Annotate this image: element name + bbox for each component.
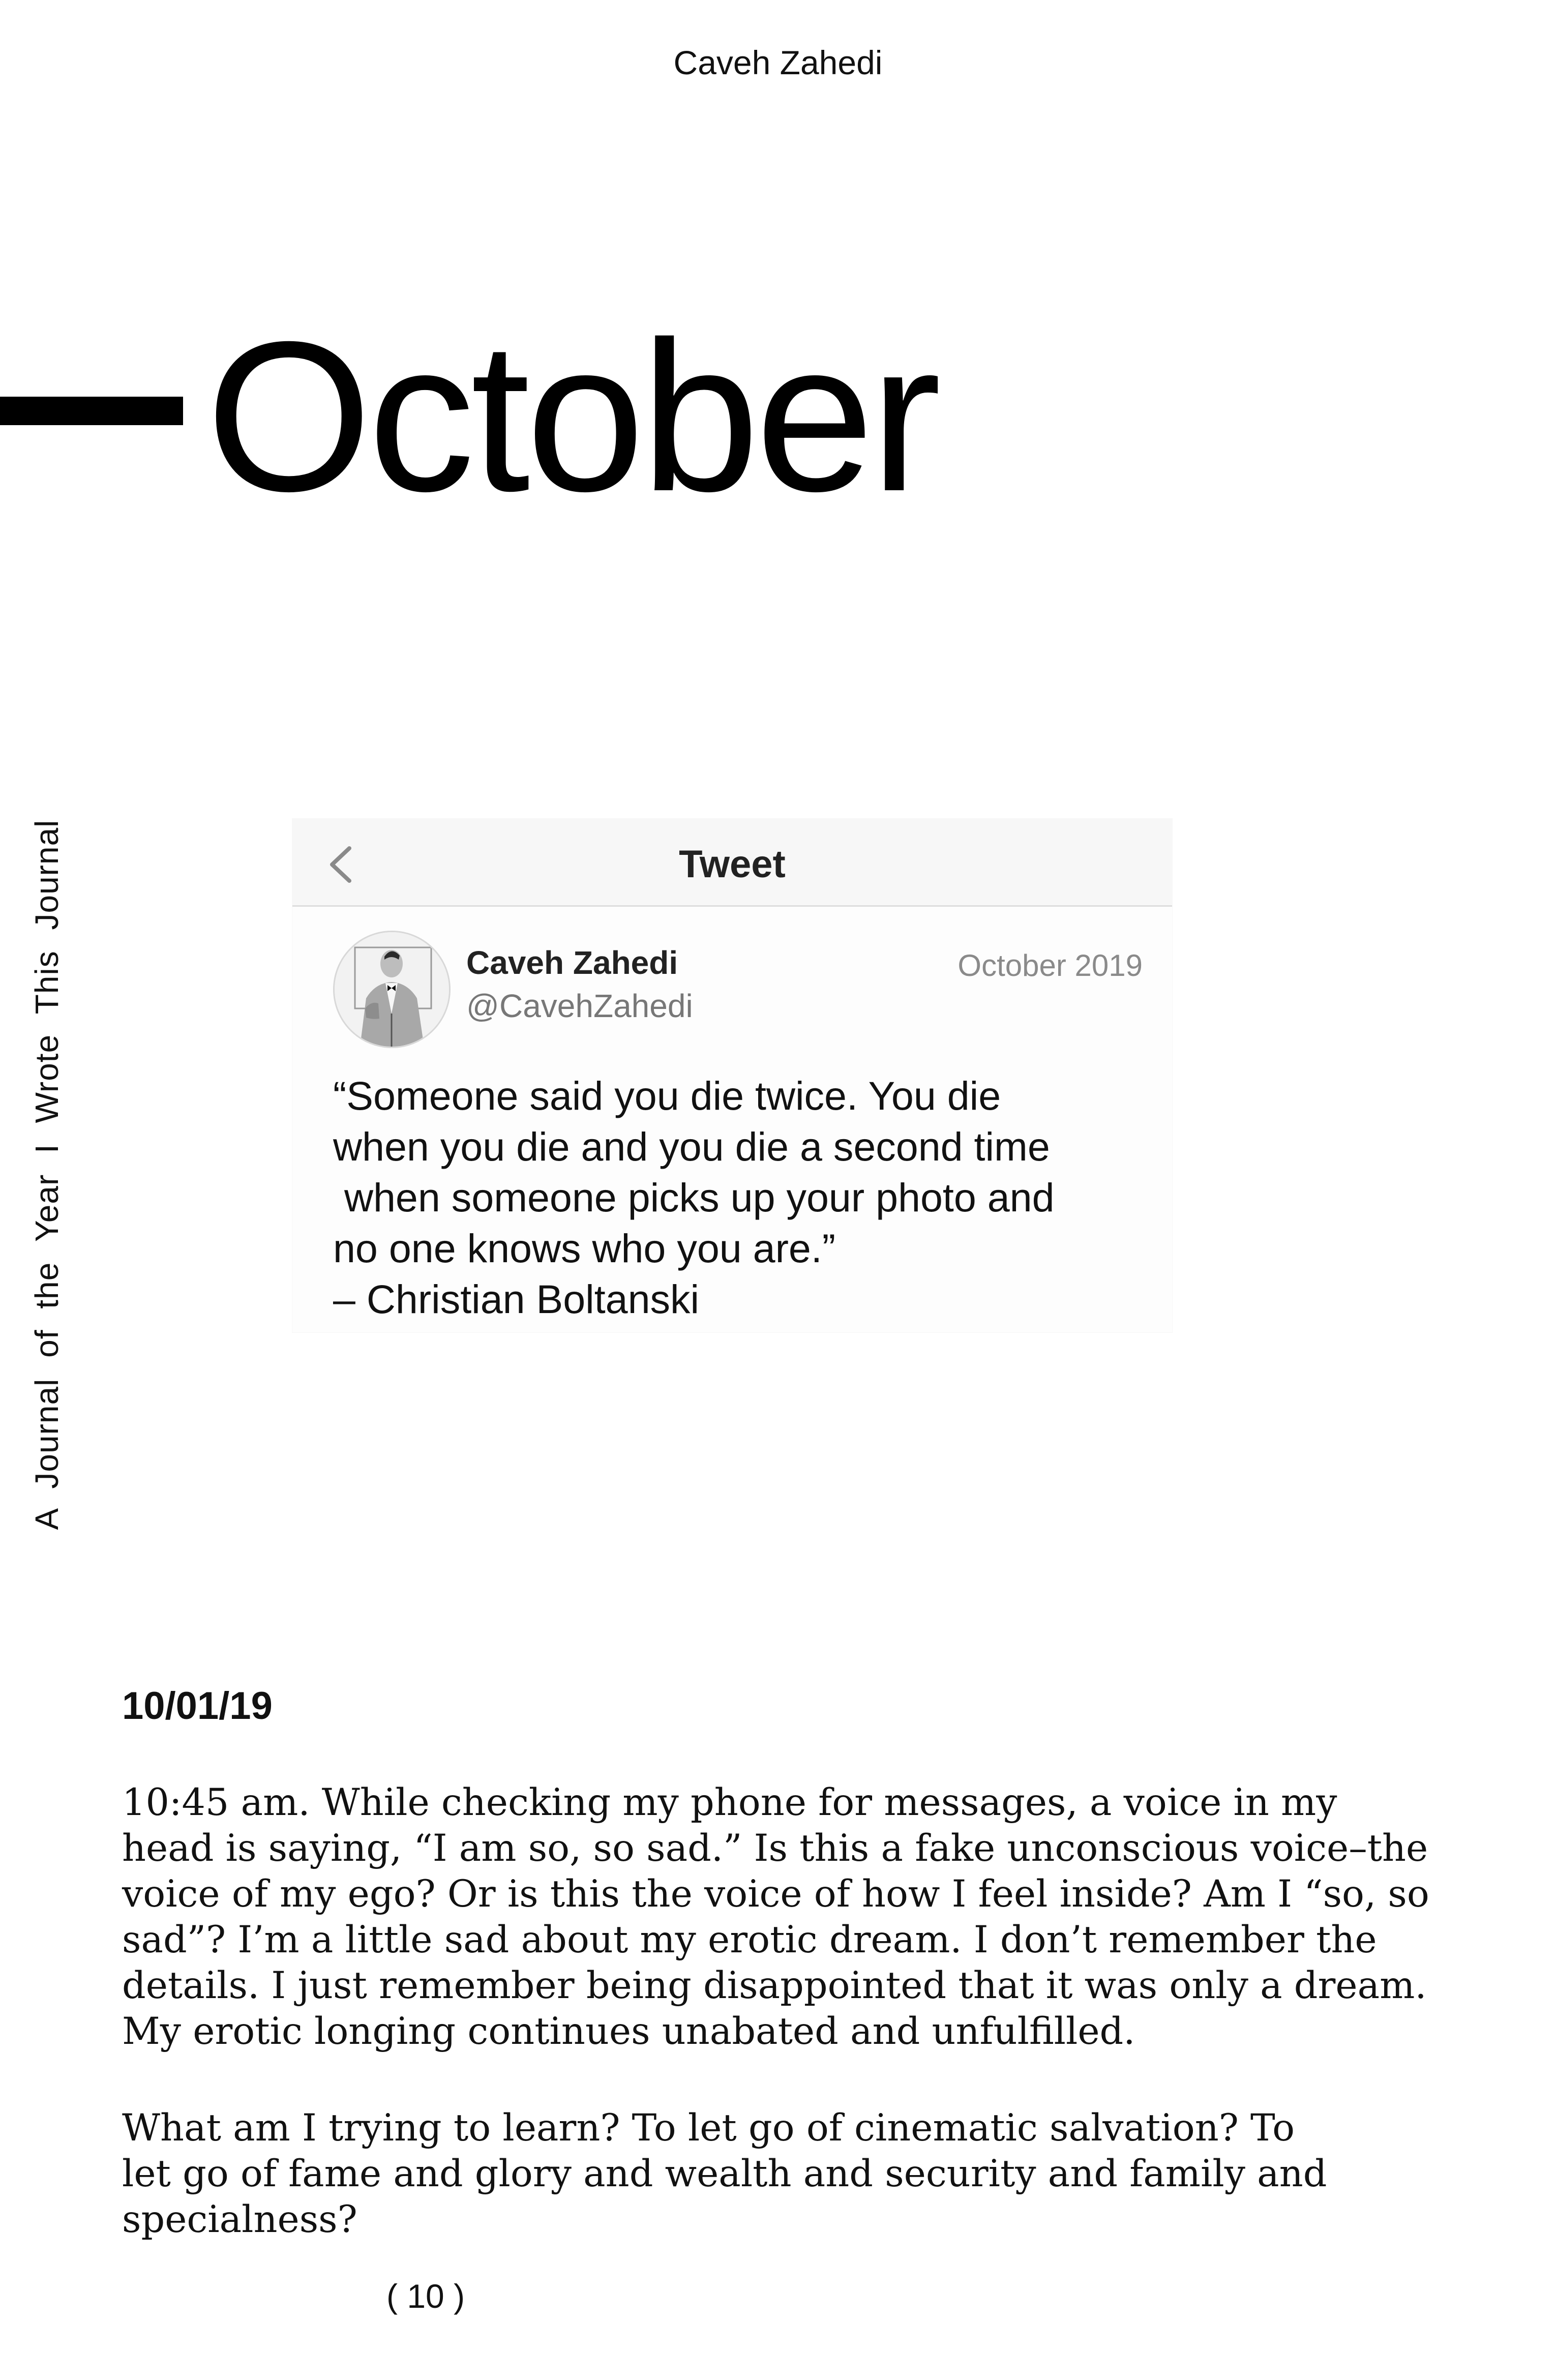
paragraph-gap: [122, 2055, 1424, 2105]
tweet-text-line: – Christian Boltanski: [333, 1276, 700, 1322]
tweet-topbar: [292, 819, 1172, 907]
chapter-rule: [0, 397, 183, 425]
entry-text-line: specialness?: [122, 2198, 357, 2241]
tweet-author-handle[interactable]: @CavehZahedi: [466, 988, 693, 1024]
tweet-author-name[interactable]: Caveh Zahedi: [466, 944, 678, 981]
entry-date: 10/01/19: [122, 1684, 273, 1728]
tweet-date: October 2019: [957, 948, 1143, 983]
tweet-text-line: when someone picks up your photo and: [333, 1175, 1055, 1220]
entry-text-line: let go of fame and glory and wealth and security and family and: [122, 2152, 1327, 2195]
entry-text-line: details. I just remember being disappointed that it was only a dream.: [122, 1964, 1427, 2007]
avatar-illustration: [335, 932, 449, 1047]
avatar[interactable]: [333, 931, 451, 1048]
tweet-text: [333, 1070, 1157, 1325]
entry-text-line: voice of my ego? Or is this the voice of how I feel inside? Am I “so, so: [122, 1872, 1429, 1916]
entry-text-line: head is saying, “I am so, so sad.” Is this a fake unconscious voice–the: [122, 1827, 1428, 1870]
running-header-author: Caveh Zahedi: [673, 44, 883, 81]
tweet-text-line: when you die and you die a second time: [333, 1124, 1050, 1169]
tweet-text-line: no one knows who you are.”: [333, 1226, 836, 1271]
tweet-screenshot: [292, 819, 1172, 1332]
entry-text-line: sad”? I’m a little sad about my erotic dream. I don’t remember the: [122, 1918, 1377, 1961]
book-title-vertical: A Journal of the Year I Wrote This Journal: [28, 819, 65, 1530]
page-number: ( 10 ): [386, 2277, 465, 2315]
entry-text-line: My erotic longing continues unabated and unfulfilled.: [122, 2010, 1135, 2053]
chapter-title: October: [206, 298, 937, 536]
tweet-text-line: “Someone said you die twice. You die: [333, 1073, 1001, 1118]
entry-text-line: 10:45 am. While checking my phone for messages, a voice in my: [122, 1781, 1337, 1824]
entry-body: [122, 1780, 1429, 2243]
tweet-header-title: Tweet: [679, 843, 786, 886]
entry-text-line: What am I trying to learn? To let go of cinematic salvation? To: [122, 2106, 1295, 2150]
